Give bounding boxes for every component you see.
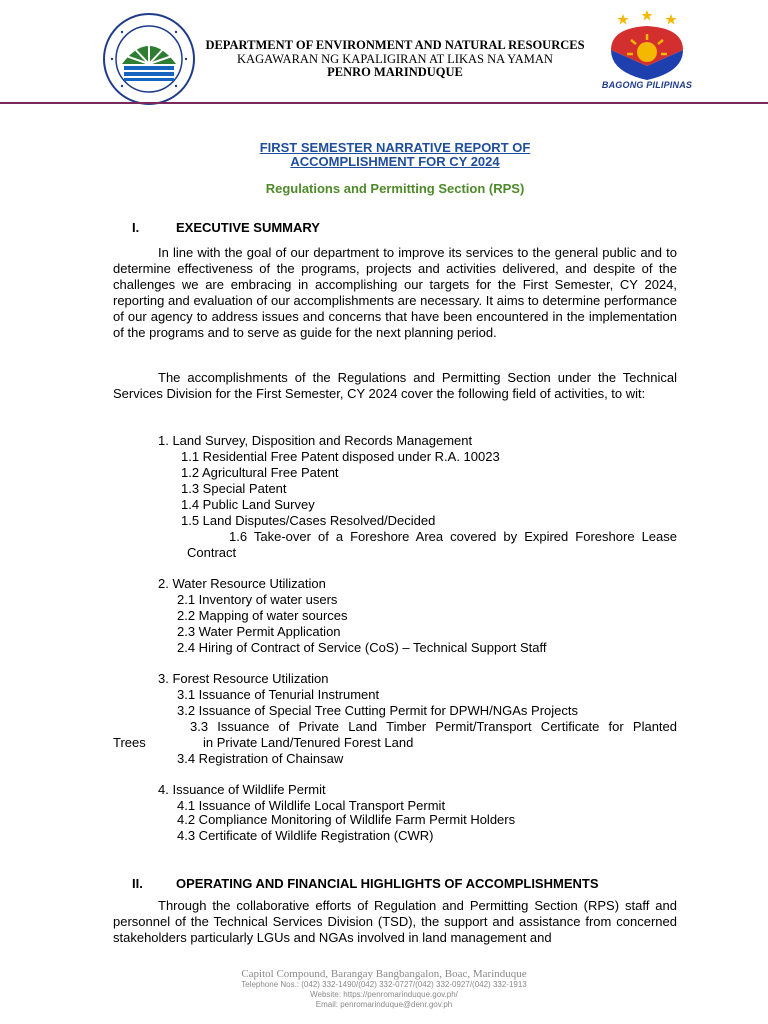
list-item: 3. Forest Resource Utilization bbox=[158, 671, 329, 686]
list-item: 3.1 Issuance of Tenurial Instrument bbox=[177, 687, 380, 702]
agency-name: DEPARTMENT OF ENVIRONMENT AND NATURAL RESOURCES bbox=[205, 38, 585, 52]
section1-heading: EXECUTIVE SUMMARY bbox=[176, 220, 320, 235]
list-item: 1.3 Special Patent bbox=[181, 481, 287, 496]
footer-phone: Telephone Nos.: (042) 332-1490/(042) 332-0727/(042) 332-0927/(042) 332-1913 bbox=[241, 980, 527, 989]
operating-highlights-para1: Through the collaborative efforts of Regulation and Permitting Section (RPS) staff and personnel of the Technical Services Division (TSD), the support and assistance from concerned stakeholders particularly LGUs and NGAs involved in land management and bbox=[113, 898, 677, 945]
list-item: 4.3 Certificate of Wildlife Registration (CWR) bbox=[177, 828, 434, 843]
list-item: 4.2 Compliance Monitoring of Wildlife Farm Permit Holders bbox=[177, 812, 516, 827]
footer-website: Website: https://penromarinduque.gov.ph/ bbox=[310, 990, 458, 999]
list-item: 2.4 Hiring of Contract of Service (CoS) – Technical Support Staff bbox=[177, 640, 547, 655]
report-title-line2: ACCOMPLISHMENT FOR CY 2024 bbox=[290, 154, 500, 169]
list-item: Trees bbox=[113, 735, 146, 750]
section1-number: I. bbox=[132, 220, 140, 235]
list-item: 2. Water Resource Utilization bbox=[158, 576, 326, 591]
list-item: 2.3 Water Permit Application bbox=[177, 624, 341, 639]
report-title-line1: FIRST SEMESTER NARRATIVE REPORT OF bbox=[259, 140, 531, 155]
list-item: 2.1 Inventory of water users bbox=[177, 592, 338, 607]
list-item: 3.2 Issuance of Special Tree Cutting Permit for DPWH/NGAs Projects bbox=[177, 703, 578, 718]
bagong-pilipinas-text: BAGONG PILIPINAS bbox=[601, 80, 693, 90]
exec-summary-para1: In line with the goal of our department to improve its services to the general public and to determine effectiveness of the programs, projects and activities delivered, and despite of the challenges we are embracing in accomplishing our targets for the First Semester, CY 2024, reporting and evaluation of our accomplishments are necessary. It aims to determine performance of our agency to address issues and concerns that have been encountered in the implementation of the programs and to serve as guide for the next planning period. bbox=[113, 245, 677, 340]
exec-summary-para2: The accomplishments of the Regulations and Permitting Section under the Technical Services Division for the First Semester, CY 2024 cover the following field of activities, to wit: bbox=[113, 370, 677, 401]
list-item: 1. Land Survey, Disposition and Records Management bbox=[158, 433, 473, 448]
denr-seal-logo bbox=[102, 12, 196, 106]
list-item: 1.2 Agricultural Free Patent bbox=[181, 465, 339, 480]
list-item: 3.4 Registration of Chainsaw bbox=[177, 751, 344, 766]
list-item: 1.4 Public Land Survey bbox=[181, 497, 315, 512]
list-item: 1.6 Take-over of a Foreshore Area covered by Expired Foreshore Lease Contract bbox=[187, 529, 677, 560]
footer-address: Capitol Compound, Barangay Bangbangalon, Boac, Marinduque bbox=[241, 968, 527, 980]
section2-heading: OPERATING AND FINANCIAL HIGHLIGHTS OF ACCOMPLISHMENTS bbox=[176, 876, 599, 891]
list-item: 4. Issuance of Wildlife Permit bbox=[158, 782, 326, 797]
header-divider bbox=[0, 102, 768, 104]
agency-name-tagalog: KAGAWARAN NG KAPALIGIRAN AT LIKAS NA YAMAN bbox=[237, 52, 553, 66]
section2-number: II. bbox=[132, 876, 143, 891]
office-name: PENRO MARINDUQUE bbox=[327, 65, 463, 79]
list-item: 2.2 Mapping of water sources bbox=[177, 608, 348, 623]
list-item: 1.5 Land Disputes/Cases Resolved/Decided bbox=[181, 513, 436, 528]
section-subtitle: Regulations and Permitting Section (RPS) bbox=[265, 181, 525, 196]
list-item: 3.3 Issuance of Private Land Timber Permit/Transport Certificate for Planted bbox=[190, 719, 677, 734]
footer-email: Email: penromarinduque@denr.gov.ph bbox=[315, 1000, 453, 1009]
list-item: in Private Land/Tenured Forest Land bbox=[203, 735, 414, 750]
list-item: 1.1 Residential Free Patent disposed under R.A. 10023 bbox=[181, 449, 500, 464]
list-item: 4.1 Issuance of Wildlife Local Transport Permit bbox=[177, 798, 446, 813]
